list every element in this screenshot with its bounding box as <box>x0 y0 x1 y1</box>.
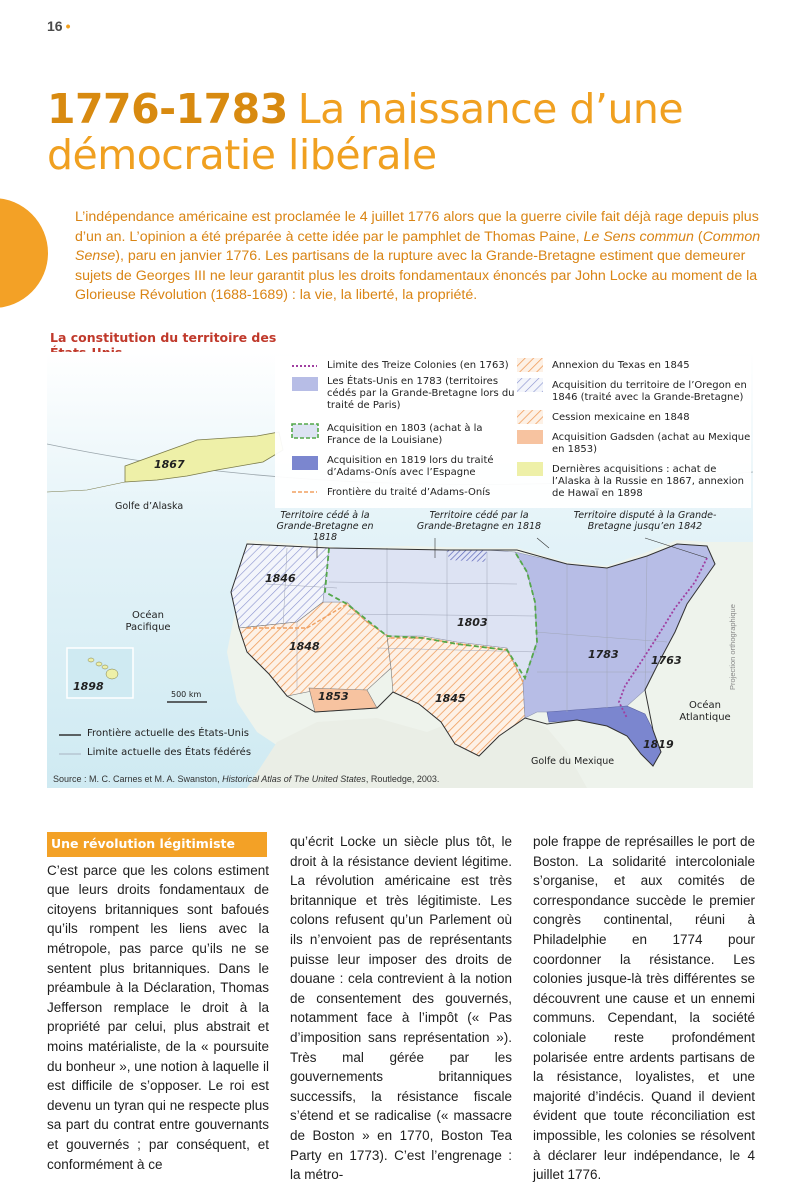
label-1853: 1853 <box>318 690 349 703</box>
label-gulf-alaska: Golfe d’Alaska <box>115 501 184 512</box>
label-ceded-1818a: Territoire cédé à la Grande-Bretagne en 1818 <box>276 510 374 543</box>
title-text: La naissance d’une démocratie libérale <box>47 85 684 179</box>
label-pacific: Océan Pacifique <box>125 610 171 633</box>
legend-item-3: Acquisition en 1819 lors du traité d’Adams-Onís avec l’Espagne <box>327 455 494 478</box>
legend-item-7: Cession mexicaine en 1848 <box>552 412 690 423</box>
page-number: 16 • <box>47 18 71 34</box>
label-disputed-1842: Territoire disputé à la Grande-Bretagne jusqu’en 1842 <box>573 510 717 532</box>
intro-paragraph: L’indépendance américaine est proclamée le 4 juillet 1776 alors que la guerre civile fait déjà rage depuis plus d’un an. L’opinion a été préparée à cette idée par le pamphlet de Thomas Paine, Le Sens commun (Common Sense), paru en janvier 1776. Les partisans de la rupture avec la Grande-Bretagne estiment que demeurer sujets de Georges III ne leur garantit plus les droits fondamentaux énoncés par John Locke au moment de la Glorieuse Révolution (1688-1689) : la vie, la liberté, la propriété. <box>75 209 761 303</box>
projection-note: Projection orthographique <box>728 604 737 690</box>
decorative-circle <box>0 198 48 308</box>
label-ceded-1818b: Territoire cédé par la Grande-Bretagne en 1818 <box>416 510 542 532</box>
label-1898: 1898 <box>73 680 104 693</box>
legend-item-9: Dernières acquisitions : achat de l’Alaska à la Russie en 1867, annexion de Hawaï en 1898 <box>552 464 745 499</box>
legend-item-5: Annexion du Texas en 1845 <box>552 360 690 371</box>
bottom-legend-1: Limite actuelle des États fédérés <box>87 747 252 758</box>
column-2 <box>290 832 512 1185</box>
label-gulf-mexico: Golfe du Mexique <box>531 756 615 767</box>
page-title <box>47 86 767 178</box>
label-1763: 1763 <box>651 654 682 667</box>
legend-item-4: Frontière du traité d’Adams-Onís <box>327 487 491 498</box>
label-atlantic: Océan Atlantique <box>679 700 731 723</box>
legend-item-1: Les États-Unis en 1783 (territoires cédés par la Grande-Bretagne lors du traité de Paris) <box>327 376 515 411</box>
title-year: 1776-1783 <box>47 85 288 133</box>
label-1846: 1846 <box>265 572 296 585</box>
bottom-legend-0: Frontière actuelle des États-Unis <box>87 728 250 739</box>
territory-map <box>47 352 753 788</box>
label-scale: 500 km <box>171 690 202 699</box>
legend-item-0: Limite des Treize Colonies (en 1763) <box>327 360 509 371</box>
legend-item-6: Acquisition du territoire de l’Oregon en 1846 (traité avec la Grande-Bretagne) <box>552 380 747 403</box>
label-1783: 1783 <box>588 648 619 661</box>
column-1 <box>47 832 269 1174</box>
label-1803: 1803 <box>457 616 488 629</box>
column-3 <box>533 832 755 1185</box>
label-1867: 1867 <box>154 458 185 471</box>
section-heading: Une révolution légitimiste <box>47 832 267 857</box>
column-2-text: qu’écrit Locke un siècle plus tôt, le droit à la résistance devient légitime. La révolution américaine est très britannique et très légitimiste. Les colons refusent qu’un Parlement où ils n’envoient pas de représentants puisse leur imposer des droits de douane : cela contrevient à la notion de consentement des gouvernés, notamment face à l’impôt (« Pas d’imposition sans représentation »). Très mal gérée par les gouvernements britanniques successifs, la résistance fiscale s’étend et se radicalise (« massacre de Boston » en 1770, Boston Tea Party en 1773). C’est l’engrenage : la métro- <box>290 834 512 1183</box>
column-1-text: C’est parce que les colons estiment que leurs droits fondamentaux de citoyens britanniques sont bafoués qu’ils rompent les liens avec la métropole, pas parce qu’ils ne se sentent plus britanniques. Dans le préambule à la Déclaration, Thomas Jefferson remplace le droit à la propriété par celui, plus abstrait et moins matérialiste, de la « poursuite du bonheur », une notion à laquelle il est difficile de s’opposer. Le roi est devenu un tyran qui ne respecte plus sa part du contrat entre gouvernants et gouvernés ; par conséquent, et conformément à ce <box>47 862 269 1172</box>
label-1819: 1819 <box>643 738 674 751</box>
map-title: La constitution du territoire des <box>47 330 320 365</box>
column-3-text: pole frappe de représailles le port de Boston. La solidarité intercoloniale s’organise, et aux comités de correspondance succède le premier congrès continental, réuni à Philadelphie en 1774 pour coordonner la résistance. Les colonies jusque-là très différentes se découvrent une cause et un ennemi communs. Cependant, la société coloniale reste profondément polarisée entre ardents partisans de la résistance, loyalistes, et une majorité d’indécis. Quand il devient évident que toute réconciliation est impossible, les colonies se résolvent à déclarer leur indépendance, le 4 juillet 1776. <box>533 834 755 1183</box>
legend-item-8: Acquisition Gadsden (achat au Mexique en 1853) <box>552 432 751 455</box>
label-1848: 1848 <box>289 640 320 653</box>
label-1845: 1845 <box>435 692 466 705</box>
map-source: Source : M. C. Carnes et M. A. Swanston, Historical Atlas of The United States, Routledge, 2003. <box>53 774 440 784</box>
legend-item-2: Acquisition en 1803 (achat à la France de la Louisiane) <box>327 423 483 446</box>
